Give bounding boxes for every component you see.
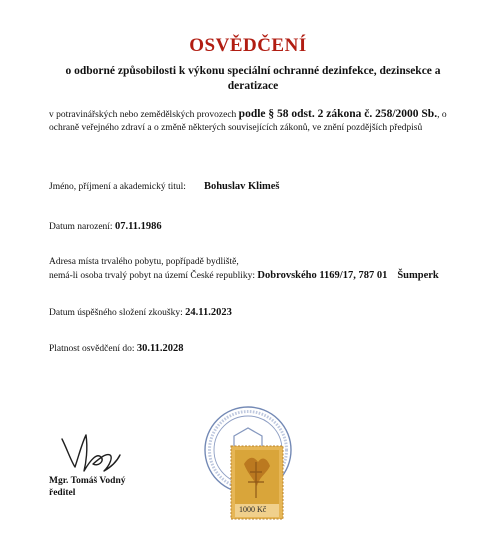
exam-date-label: Datum úspěšného složení zkoušky:	[49, 308, 183, 318]
legal-basis-plain-2: , o ochraně veřejného zdraví a o změně některých souvisejících zákonů, ve znění pozdějších předpisů	[49, 110, 447, 133]
birth-date-label: Datum narození:	[49, 222, 113, 232]
birth-date-value: 07.11.1986	[114, 221, 162, 232]
name-label: Jméno, příjmení a akademický titul:	[49, 182, 186, 192]
exam-date-value: 24.11.2023	[185, 307, 232, 318]
address-field	[49, 256, 439, 283]
legal-basis-text	[49, 108, 474, 135]
validity-label: Platnost osvědčení do:	[49, 344, 135, 354]
name-field	[49, 180, 280, 194]
address-value-street: Dobrovského 1169/17, 787 01	[257, 270, 388, 281]
subtitle-line-1: o odborné způsobilosti k výkonu speciální ochranné dezinfekce, dezinsekce a	[65, 65, 441, 77]
official-stamp-and-duty-stamp	[198, 398, 298, 520]
birth-date-field	[49, 220, 162, 234]
validity-value: 30.11.2028	[136, 343, 184, 354]
exam-date-field	[49, 306, 232, 320]
handwritten-signature	[56, 427, 126, 479]
signer-role: ředitel	[49, 488, 76, 498]
address-label-line-2: nemá-li osoba trvalý pobyt na území České republiky:	[49, 271, 256, 281]
duty-stamp-value: 1000 Kč	[239, 505, 267, 514]
address-label-line-1: Adresa místa trvalého pobytu, popřípadě bydliště,	[49, 257, 239, 267]
signer-block	[49, 475, 125, 499]
address-value-city: Šumperk	[397, 270, 439, 281]
certificate-title: OSVĚDČENÍ	[189, 35, 307, 56]
certificate-subtitle	[30, 64, 476, 94]
signer-name: Mgr. Tomáš Vodný	[49, 476, 126, 486]
name-value: Bohuslav Klimeš	[203, 181, 280, 192]
validity-field	[49, 342, 184, 356]
subtitle-line-2: deratizace	[227, 80, 279, 92]
legal-basis-plain-1: v potravinářských nebo zemědělských provozech	[49, 110, 239, 120]
legal-basis-law-reference: podle § 58 odst. 2 zákona č. 258/2000 Sb.	[238, 108, 438, 120]
